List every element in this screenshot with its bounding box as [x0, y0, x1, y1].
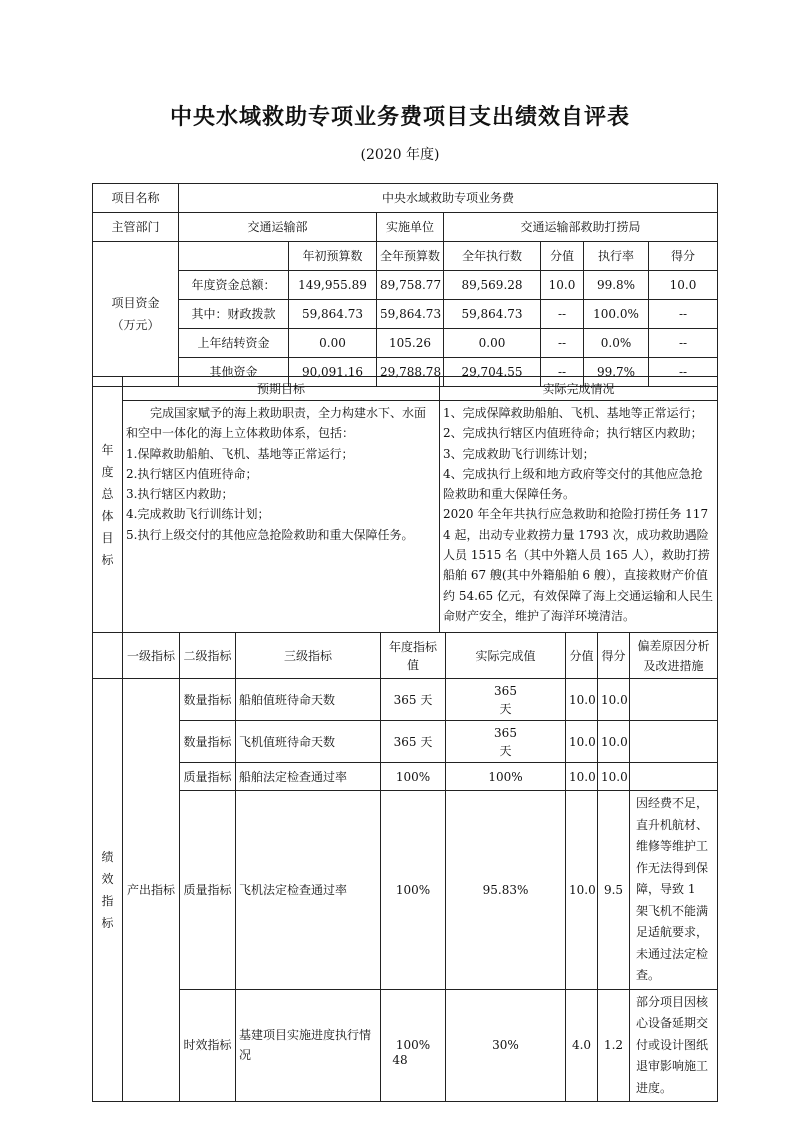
- dept-label: 主管部门: [93, 213, 179, 242]
- indicator-level3: 飞机法定检查通过率: [236, 791, 381, 990]
- funds-cell: 100.0%: [584, 300, 649, 329]
- actual-result-line: 2020 年全年共执行应急救助和抢险打捞任务 1174 起，出动专业救捞力量 1793 次，成功救助遇险人员 1515 名（其中外籍人员 165 人），救助打捞船舶 67 艘(其中外籍船舶 6 艘），直接救财产价值约 54.65 亿元，有效保障了海上交通运输和人民生命财产安全，维护了海洋环境清洁。: [443, 507, 713, 623]
- indicators-header-row: [93, 633, 718, 679]
- indicator-row: [93, 763, 718, 791]
- actual-result-text: [440, 401, 718, 633]
- funds-cell: --: [649, 329, 718, 358]
- funds-cell: 90,091.16: [289, 358, 377, 387]
- funds-cell: 10.0: [541, 271, 584, 300]
- expected-goal-line: 2.执行辖区内值班待命；: [126, 466, 258, 481]
- funds-header: 全年执行数: [444, 242, 541, 271]
- funds-cell: 99.7%: [584, 358, 649, 387]
- page-number: 48: [392, 1053, 408, 1067]
- funds-row: [93, 300, 718, 329]
- indicator-row: [93, 791, 718, 990]
- indicator-score: 9.5: [598, 791, 630, 990]
- indicator-row: [93, 721, 718, 763]
- indicator-score: 10.0: [598, 721, 630, 763]
- funds-cell: 105.26: [377, 329, 444, 358]
- indicator-score: 10.0: [598, 763, 630, 791]
- indicator-header: 偏差原因分析及改进措施: [630, 633, 718, 679]
- indicator-level2: 数量指标: [180, 679, 236, 721]
- indicator-level3: 基建项目实施进度执行情况: [236, 989, 381, 1102]
- indicator-score-value: 10.0: [566, 721, 598, 763]
- funds-row-label: 其中：财政拨款: [179, 300, 289, 329]
- funds-cell: --: [649, 300, 718, 329]
- funds-section-label: 项目资金（万元）: [93, 242, 179, 387]
- indicator-score-value: 4.0: [566, 989, 598, 1102]
- funds-row-label: 其他资金: [179, 358, 289, 387]
- expected-goal-line: 完成国家赋予的海上救助职责，全力构建水下、水面和空中一体化的海上立体救助体系，包括：: [126, 406, 427, 441]
- indicator-row: [93, 679, 718, 721]
- indicator-actual: 95.83%: [446, 791, 566, 990]
- funds-header: 得分: [649, 242, 718, 271]
- funds-row-label: 年度资金总额：: [179, 271, 289, 300]
- funds-cell: 89,758.77: [377, 271, 444, 300]
- indicator-score-value: 10.0: [566, 763, 598, 791]
- goals-table: [92, 376, 718, 633]
- expected-goal-line: 3.执行辖区内救助；: [126, 487, 234, 502]
- funds-cell: 89,569.28: [444, 271, 541, 300]
- expected-goal-line: 1.保障救助船舶、飞机、基地等正常运行；: [126, 446, 354, 461]
- actual-result-header: 实际完成情况: [440, 377, 718, 401]
- indicator-note: 部分项目因核心设备延期交付或设计图纸退审影响施工进度。: [630, 989, 718, 1102]
- goals-content-row: [93, 401, 718, 633]
- funds-cell: --: [649, 358, 718, 387]
- funds-cell: --: [541, 358, 584, 387]
- indicator-level2: 数量指标: [180, 721, 236, 763]
- indicator-target: 100%: [381, 763, 446, 791]
- expected-goal-header: 预期目标: [123, 377, 440, 401]
- funds-cell: 29,704.55: [444, 358, 541, 387]
- project-name-row: [93, 184, 718, 213]
- actual-result-line: 4、完成执行上级和地方政府等交付的其他应急抢险救助和重大保障任务。: [443, 466, 703, 502]
- funds-header-row: [93, 242, 718, 271]
- impl-label: 实施单位: [377, 213, 444, 242]
- indicator-score-value: 10.0: [566, 679, 598, 721]
- indicator-target: 100%: [381, 989, 446, 1102]
- funds-header: 分值: [541, 242, 584, 271]
- expected-goal-line: 4.完成救助飞行训练计划；: [126, 507, 270, 522]
- indicator-score: 10.0: [598, 679, 630, 721]
- indicator-actual: 365 天: [446, 721, 566, 763]
- indicators-table: [92, 632, 718, 1102]
- funds-cell: 99.8%: [584, 271, 649, 300]
- indicator-level2: 时效指标: [180, 989, 236, 1102]
- funds-cell: --: [541, 329, 584, 358]
- department-row: [93, 213, 718, 242]
- indicators-header-blank: [93, 633, 123, 679]
- indicator-header: 一级指标: [123, 633, 180, 679]
- expected-goal-text: [123, 401, 440, 633]
- indicator-level3: 船舶值班待命天数: [236, 679, 381, 721]
- funds-cell: 149,955.89: [289, 271, 377, 300]
- indicator-header: 得分: [598, 633, 630, 679]
- indicator-header: 三级指标: [236, 633, 381, 679]
- indicator-level3: 飞机值班待命天数: [236, 721, 381, 763]
- goals-header-row: [93, 377, 718, 401]
- funds-row: [93, 271, 718, 300]
- funds-cell: 59,864.73: [289, 300, 377, 329]
- expected-goal-line: 5.执行上级交付的其他应急抢险救助和重大保障任务。: [126, 527, 414, 542]
- funds-cell: 59,864.73: [444, 300, 541, 329]
- indicator-level1: 产出指标: [123, 679, 180, 1102]
- indicator-header: 实际完成值: [446, 633, 566, 679]
- funds-cell: 0.00: [289, 329, 377, 358]
- indicator-score: 1.2: [598, 989, 630, 1102]
- indicator-actual: 100%: [446, 763, 566, 791]
- indicator-note: 因经费不足，直升机航材、维修等维护工作无法得到保障，导致 1 架飞机不能满足适航要求，未通过法定检查。: [630, 791, 718, 990]
- funds-cell: 59,864.73: [377, 300, 444, 329]
- funds-header: 执行率: [584, 242, 649, 271]
- funds-cell: 10.0: [649, 271, 718, 300]
- indicator-target: 365 天: [381, 679, 446, 721]
- funds-header: 年初预算数: [289, 242, 377, 271]
- indicator-header: 二级指标: [180, 633, 236, 679]
- project-name-label: 项目名称: [93, 184, 179, 213]
- funds-cell: 0.00: [444, 329, 541, 358]
- funds-header: 全年预算数: [377, 242, 444, 271]
- impl-value: 交通运输部救助打捞局: [444, 213, 718, 242]
- funds-cell: 0.0%: [584, 329, 649, 358]
- indicator-actual: 365 天: [446, 679, 566, 721]
- actual-result-line: 1、完成保障救助船舶、飞机、基地等正常运行；: [443, 406, 703, 420]
- indicator-level2: 质量指标: [180, 791, 236, 990]
- indicator-note: [630, 679, 718, 721]
- document-title: 中央水域救助专项业务费项目支出绩效自评表: [169, 105, 630, 130]
- indicator-group-label: 绩效指标: [93, 679, 123, 1102]
- indicator-note: [630, 763, 718, 791]
- indicator-target: 365 天: [381, 721, 446, 763]
- funds-row: [93, 329, 718, 358]
- actual-result-line: 3、完成救助飞行训练计划；: [443, 446, 595, 461]
- indicator-note: [630, 721, 718, 763]
- indicator-header: 分值: [566, 633, 598, 679]
- goals-row-label: 年度总体目标: [93, 377, 123, 633]
- project-name-value: 中央水域救助专项业务费: [179, 184, 718, 213]
- indicator-row: [93, 989, 718, 1102]
- dept-value: 交通运输部: [179, 213, 377, 242]
- actual-result-line: 2、完成执行辖区内值班待命；执行辖区内救助；: [443, 426, 703, 441]
- indicator-level2: 质量指标: [180, 763, 236, 791]
- funds-cell: 29,788.78: [377, 358, 444, 387]
- indicator-header: 年度指标值: [381, 633, 446, 679]
- funds-cell: --: [541, 300, 584, 329]
- indicator-target: 100%: [381, 791, 446, 990]
- document-subtitle: (2020 年度): [360, 147, 440, 163]
- funds-row-label: 上年结转资金: [179, 329, 289, 358]
- project-funds-table: [92, 183, 718, 387]
- indicator-actual: 30%: [446, 989, 566, 1102]
- funds-header-blank: [179, 242, 289, 271]
- indicator-score-value: 10.0: [566, 791, 598, 990]
- indicator-level3: 船舶法定检查通过率: [236, 763, 381, 791]
